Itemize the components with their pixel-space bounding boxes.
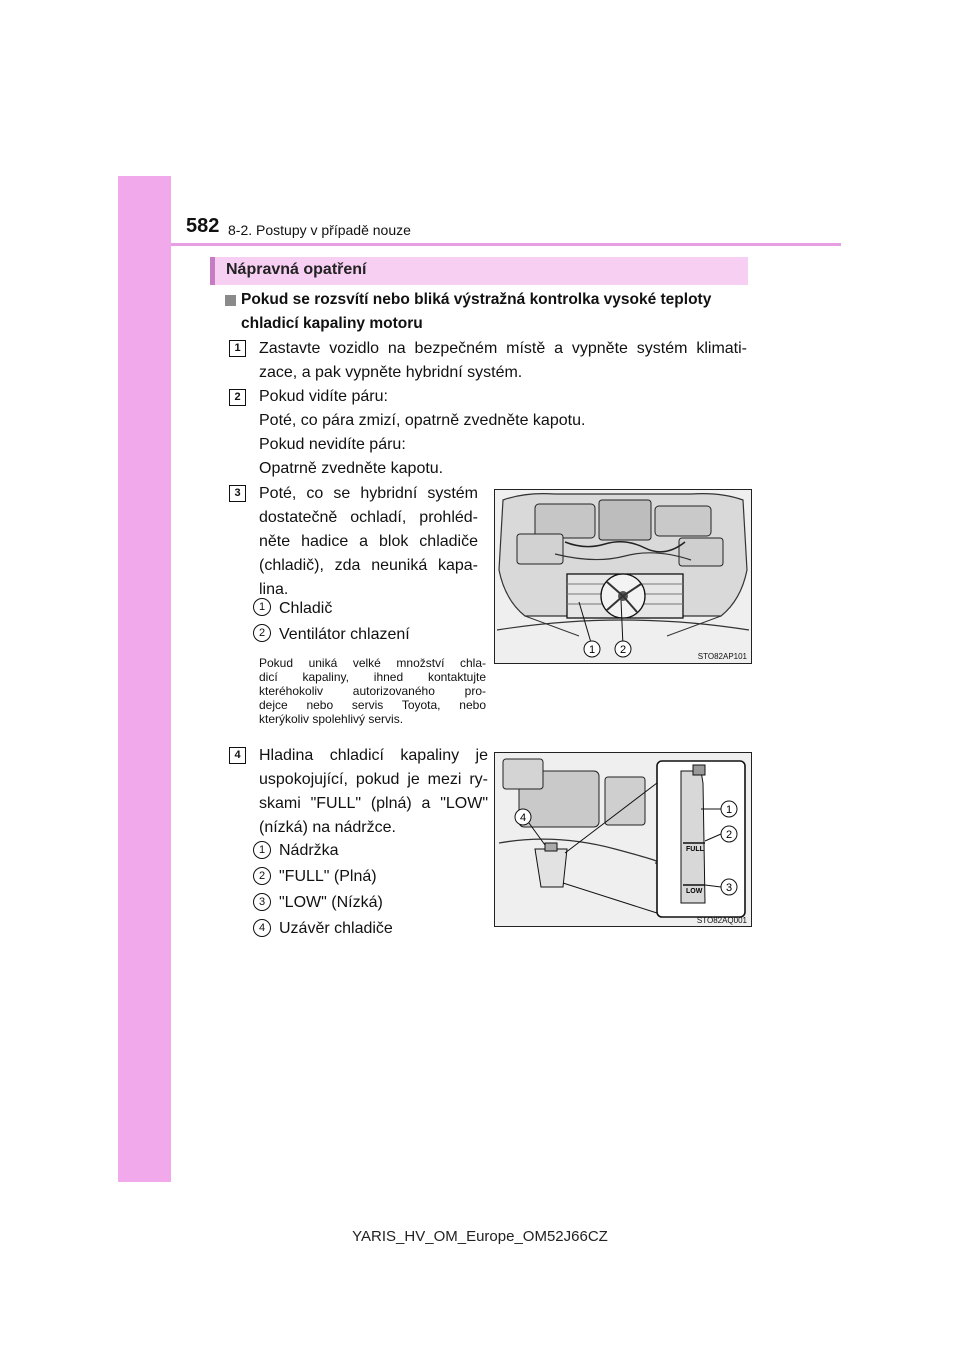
step-3-line: dostatečně ochladí, prohléd- xyxy=(259,509,478,526)
step-1-text xyxy=(259,337,747,361)
item-label-radiator-cap: Uzávěr chladiče xyxy=(279,920,393,937)
section-header xyxy=(210,257,748,285)
step-3-text xyxy=(259,482,478,602)
item-number-circle: 1 xyxy=(253,598,271,616)
figure-callout: 1 xyxy=(588,644,596,656)
document-footer: YARIS_HV_OM_Europe_OM52J66CZ xyxy=(352,1228,608,1245)
step-4-line: uspokojující, pokud je mezi ry- xyxy=(259,771,488,788)
step-2-line: Opatrně zvedněte kapotu. xyxy=(259,460,444,477)
step-3-line: (chladič), zda neuniká kapa- xyxy=(259,557,478,574)
section-title: Nápravná opatření xyxy=(226,261,367,278)
figure-code: STO82AQ001 xyxy=(696,916,747,925)
item-label-low: "LOW" (Nízká) xyxy=(279,894,383,911)
square-bullet-icon xyxy=(225,295,236,306)
step-badge-4: 4 xyxy=(229,747,246,764)
note-line: Pokud uniká velké množství chla- xyxy=(259,656,486,670)
step-4-line: skami "FULL" (plná) a "LOW" xyxy=(259,795,488,812)
note-line: kteréhokoliv autorizovaného pro- xyxy=(259,684,486,698)
step-2-alt-text xyxy=(259,433,747,481)
step-1-text-cont xyxy=(259,361,747,385)
item-label-reservoir: Nádržka xyxy=(279,842,339,859)
step-3-line: lina. xyxy=(259,581,289,598)
item-number-circle: 2 xyxy=(253,624,271,642)
step-2-line: Pokud vidíte páru: xyxy=(259,388,388,405)
step-2-text xyxy=(259,385,747,433)
chapter-title: 8-2. Postupy v případě nouze xyxy=(228,222,411,238)
coolant-reservoir-illustration xyxy=(495,753,751,926)
step-3-note xyxy=(259,656,486,726)
warning-heading: Pokud se rozsvítí nebo bliká výstražná kontrolka vysoké teploty chladicí kapaliny motoru xyxy=(241,291,712,332)
figure-callout: 1 xyxy=(725,804,733,816)
figure-code: STO82AP101 xyxy=(697,652,747,661)
figure-callout: 2 xyxy=(725,829,733,841)
step-1-line: zace, a pak vypněte hybridní systém. xyxy=(259,364,523,381)
side-tab-strip xyxy=(118,176,171,1182)
step-4-text xyxy=(259,744,488,840)
item-number-circle: 2 xyxy=(253,867,271,885)
step-4-line: (nízká) na nádržce. xyxy=(259,819,396,836)
figure-callout: 4 xyxy=(519,812,527,824)
engine-bay-figure xyxy=(494,489,752,664)
item-number-circle: 4 xyxy=(253,919,271,937)
item-number-circle: 1 xyxy=(253,841,271,859)
tank-low-mark: LOW xyxy=(686,888,703,895)
step-badge-3: 3 xyxy=(229,485,246,502)
figure-callout: 3 xyxy=(725,882,733,894)
page-number: 582 xyxy=(186,215,220,237)
figure-callout: 2 xyxy=(619,644,627,656)
step-2-line: Pokud nevidíte páru: xyxy=(259,436,406,453)
note-line: kterýkoliv spolehlivý servis. xyxy=(259,712,404,726)
step-1-line: Zastavte vozidlo na bezpečném místě a vypněte systém klimati- xyxy=(259,340,747,357)
step-3-line: Poté, co se hybridní systém xyxy=(259,485,478,502)
item-number-circle: 3 xyxy=(253,893,271,911)
item-label-radiator: Chladič xyxy=(279,600,333,617)
item-label-full: "FULL" (Plná) xyxy=(279,868,377,885)
step-2-line: Poté, co pára zmizí, opatrně zvedněte kapotu. xyxy=(259,412,586,429)
item-label-cooling-fan: Ventilátor chlazení xyxy=(279,626,410,643)
engine-bay-illustration xyxy=(495,490,751,663)
step-4-line: Hladina chladicí kapaliny je xyxy=(259,747,488,764)
tank-full-mark: FULL xyxy=(686,846,704,853)
note-line: dejce nebo servis Toyota, nebo xyxy=(259,698,486,712)
section-header-accent xyxy=(210,257,215,285)
step-3-line: něte hadice a blok chladiče xyxy=(259,533,478,550)
coolant-reservoir-figure xyxy=(494,752,752,927)
header-divider xyxy=(171,243,841,246)
step-badge-2: 2 xyxy=(229,389,246,406)
step-badge-1: 1 xyxy=(229,340,246,357)
note-line: dicí kapaliny, ihned kontaktujte xyxy=(259,670,486,684)
